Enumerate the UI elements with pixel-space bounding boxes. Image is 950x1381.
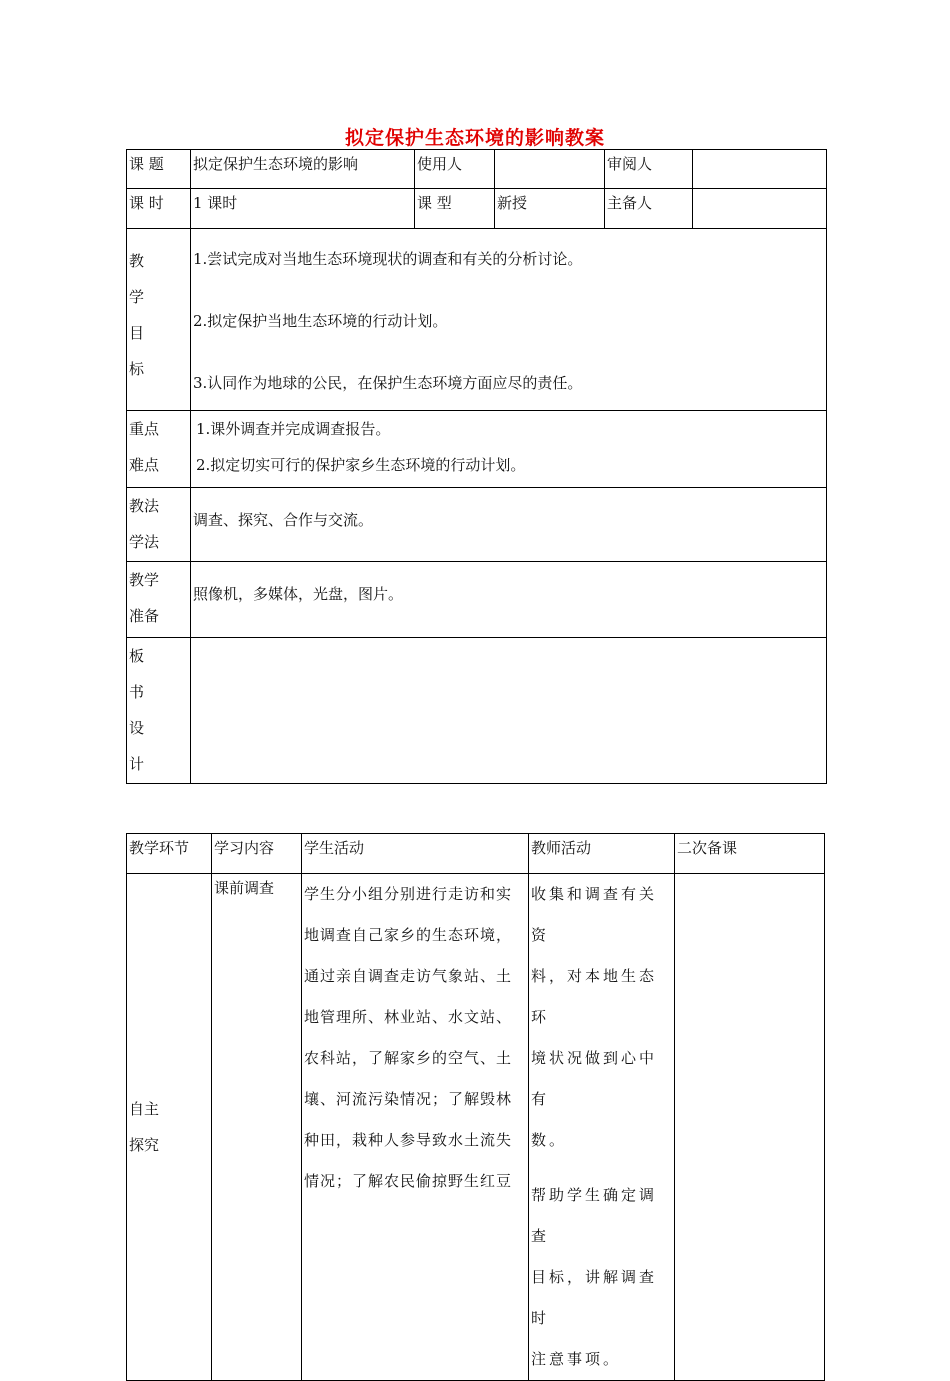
student-line: 种田，栽种人参导致水土流失: [304, 1131, 513, 1149]
methods-label-line: 教法: [129, 497, 160, 515]
stage-line: 自主: [129, 1100, 160, 1118]
lesson-info-table: [126, 149, 827, 784]
topic-label: 课 题: [127, 150, 191, 189]
goals-label-char: 目: [129, 324, 145, 342]
info-row-topic: [127, 150, 827, 189]
user-value: [495, 150, 605, 189]
header-student: 学生活动: [302, 834, 529, 874]
type-label: 课 型: [415, 189, 495, 229]
student-line: 学生分小组分别进行走访和实: [304, 885, 513, 903]
methods-value: 调查、探究、合作与交流。: [191, 488, 827, 562]
teacher-line: 目标，讲解调查时: [531, 1268, 658, 1327]
header-notes: 二次备课: [675, 834, 825, 874]
teacher-line: 收集和调查有关资: [531, 885, 658, 944]
goals-label: [127, 229, 191, 411]
lesson-row: [127, 874, 825, 1381]
stage-cell: [127, 874, 212, 1381]
key-points-row: [127, 411, 827, 488]
teacher-line: 数。: [531, 1131, 568, 1149]
preparation-value: 照像机，多媒体，光盘，图片。: [191, 562, 827, 638]
board-label-char: 板: [129, 647, 145, 665]
user-label: 使用人: [415, 150, 495, 189]
methods-label: [127, 488, 191, 562]
preparation-label-line: 准备: [129, 607, 160, 625]
board-value: [191, 638, 827, 784]
header-content: 学习内容: [212, 834, 302, 874]
board-label: [127, 638, 191, 784]
student-line: 壤、河流污染情况；了解毁林: [304, 1090, 513, 1108]
teacher-line: 料，对本地生态环: [531, 967, 658, 1026]
info-row-hours: [127, 189, 827, 229]
board-label-char: 计: [129, 755, 145, 773]
lesson-header-row: [127, 834, 825, 874]
notes-cell: [675, 874, 825, 1381]
student-line: 农科站，了解家乡的空气、土: [304, 1049, 513, 1067]
teacher-line: [531, 1161, 674, 1175]
stage-line: 探究: [129, 1136, 160, 1154]
teacher-activity-cell: [529, 874, 675, 1381]
reviewer-label: 审阅人: [605, 150, 693, 189]
content-cell: 课前调查: [212, 874, 302, 1381]
preparation-row: [127, 562, 827, 638]
key-points-content: [191, 411, 827, 488]
goals-label-char: 教: [129, 252, 145, 270]
preparer-label: 主备人: [605, 189, 693, 229]
key-points-label: [127, 411, 191, 488]
goals-content: [191, 229, 827, 411]
goals-row: [127, 229, 827, 411]
teacher-line: 注意事项。: [531, 1350, 622, 1368]
board-label-char: 书: [129, 683, 145, 701]
preparation-label-line: 教学: [129, 571, 160, 589]
lesson-process-table: [126, 833, 825, 1381]
key-points-label-line: 难点: [129, 456, 160, 474]
board-row: [127, 638, 827, 784]
goal-item: 3.认同作为地球的公民，在保护生态环境方面应尽的责任。: [193, 374, 583, 392]
methods-label-line: 学法: [129, 533, 160, 551]
key-points-label-line: 重点: [129, 420, 160, 438]
header-teacher: 教师活动: [529, 834, 675, 874]
student-line: 地管理所、林业站、水文站、: [304, 1008, 513, 1026]
teacher-line: 帮助学生确定调查: [531, 1186, 658, 1245]
goals-label-char: 标: [129, 360, 145, 378]
header-stage: 教学环节: [127, 834, 212, 874]
student-line: 情况；了解农民偷掠野生红豆: [304, 1172, 513, 1190]
reviewer-value: [693, 150, 827, 189]
goal-item: 1.尝试完成对当地生态环境现状的调查和有关的分析讨论。: [193, 250, 583, 268]
hours-value: 1 课时: [191, 189, 415, 229]
methods-row: [127, 488, 827, 562]
preparer-value: [693, 189, 827, 229]
key-point-item: 2.拟定切实可行的保护家乡生态环境的行动计划。: [196, 456, 526, 474]
topic-value: 拟定保护生态环境的影响: [191, 150, 415, 189]
goal-item: 2.拟定保护当地生态环境的行动计划。: [193, 312, 448, 330]
student-line: 地调查自己家乡的生态环境，: [304, 926, 513, 944]
hours-label: 课 时: [127, 189, 191, 229]
preparation-label: [127, 562, 191, 638]
student-line: 通过亲自调查走访气象站、土: [304, 967, 513, 985]
board-label-char: 设: [129, 719, 145, 737]
goals-label-char: 学: [129, 288, 145, 306]
type-value: 新授: [495, 189, 605, 229]
document-title: 拟定保护生态环境的影响教案: [344, 127, 605, 149]
student-activity-cell: [302, 874, 529, 1381]
teacher-line: 境状况做到心中有: [531, 1049, 658, 1108]
key-point-item: 1.课外调查并完成调查报告。: [196, 420, 391, 438]
